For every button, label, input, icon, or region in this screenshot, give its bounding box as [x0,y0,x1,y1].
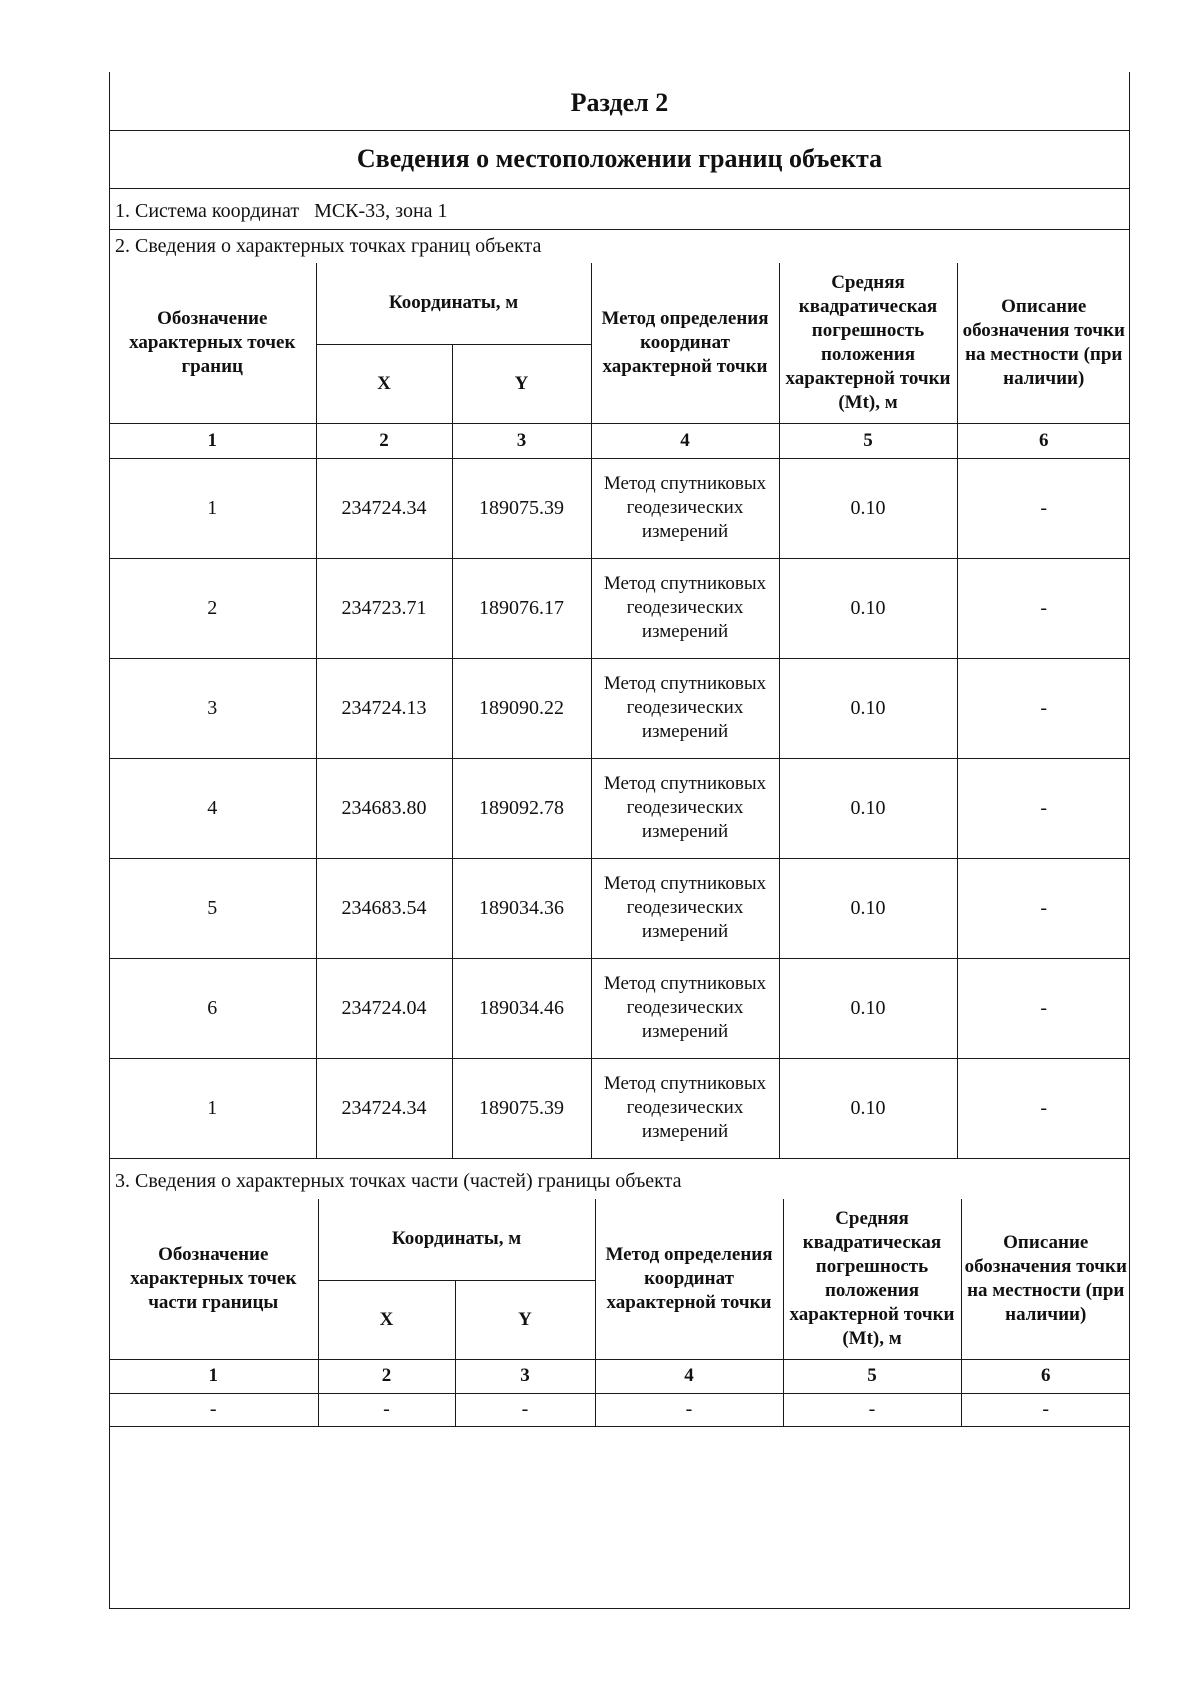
cell-description: - [957,1058,1130,1158]
cell-method: Метод спутниковых геодезических измерений [591,858,779,958]
col-header-description: Описание обозначения точки на местности (при наличии) [957,263,1130,423]
cell-y: - [455,1393,595,1426]
empty-area [109,1419,1130,1609]
cell-point: 6 [109,958,316,1058]
table-row [109,658,1130,758]
col-number: 6 [957,423,1130,458]
cell-mt: 0.10 [779,958,957,1058]
col-number: 2 [316,423,452,458]
cell-point: 5 [109,858,316,958]
cell-point: 1 [109,458,316,558]
col-header-x: X [318,1280,455,1359]
cell-description: - [961,1393,1130,1426]
col-header-y: Y [452,344,591,423]
col-header-designation: Обозначение характерных точек части границы [109,1199,318,1359]
col-header-error: Средняя квадратическая погрешность положения характерной точки (Mt), м [779,263,957,423]
parts-section-title: 3. Сведения о характерных точках части (частей) границы объекта [115,1170,682,1192]
divider [109,188,1130,189]
cell-description: - [957,758,1130,858]
page-heading: Сведения о местоположении границ объекта [356,144,883,173]
parts-table [109,1199,1130,1427]
cell-method: Метод спутниковых геодезических измерений [591,1058,779,1158]
divider [109,229,1130,230]
cell-x: 234724.13 [316,658,452,758]
bottom-border [109,1608,1130,1609]
cell-y: 189092.78 [452,758,591,858]
cell-mt: 0.10 [779,1058,957,1158]
cell-mt: 0.10 [779,858,957,958]
cell-description: - [957,858,1130,958]
cell-y: 189075.39 [452,1058,591,1158]
col-header-x: X [316,344,452,423]
col-number: 6 [961,1359,1130,1393]
col-header-method: Метод определения координат характерной точки [591,263,779,423]
col-header-error: Средняя квадратическая погрешность положения характерной точки (Mt), м [783,1199,961,1359]
cell-point: 1 [109,1058,316,1158]
cell-description: - [957,458,1130,558]
col-number: 2 [318,1359,455,1393]
cell-point: 4 [109,758,316,858]
cell-x: 234724.34 [316,1058,452,1158]
coord-system-label: 1. Система координат [115,200,300,222]
cell-mt: 0.10 [779,758,957,858]
cell-mt: - [783,1393,961,1426]
col-header-method: Метод определения координат характерной точки [595,1199,783,1359]
coord-system-value: МСК-33, зона 1 [314,200,448,222]
cell-y: 189034.46 [452,958,591,1058]
col-number: 5 [779,423,957,458]
cell-y: 189076.17 [452,558,591,658]
cell-description: - [957,558,1130,658]
cell-description: - [957,658,1130,758]
table-row [109,458,1130,558]
points-table [109,263,1130,1159]
section-title: Раздел 2 [570,88,669,117]
cell-point: 3 [109,658,316,758]
col-header-description: Описание обозначения точки на местности (при наличии) [961,1199,1130,1359]
col-header-designation: Обозначение характерных точек границ [109,263,316,423]
cell-method: Метод спутниковых геодезических измерений [591,658,779,758]
cell-x: 234683.54 [316,858,452,958]
table-row [109,558,1130,658]
cell-y: 189034.36 [452,858,591,958]
col-number: 3 [452,423,591,458]
table-row [109,1058,1130,1158]
cell-point: - [109,1393,318,1426]
col-number: 3 [455,1359,595,1393]
cell-method: - [595,1393,783,1426]
col-number: 4 [595,1359,783,1393]
cell-method: Метод спутниковых геодезических измерений [591,958,779,1058]
cell-x: - [318,1393,455,1426]
cell-x: 234724.04 [316,958,452,1058]
table-row [109,758,1130,858]
cell-x: 234723.71 [316,558,452,658]
col-number: 1 [109,423,316,458]
cell-method: Метод спутниковых геодезических измерений [591,558,779,658]
table-row [109,858,1130,958]
col-header-y: Y [455,1280,595,1359]
col-header-coordinates: Координаты, м [316,263,591,344]
cell-method: Метод спутниковых геодезических измерений [591,458,779,558]
cell-y: 189090.22 [452,658,591,758]
table-row [109,958,1130,1058]
cell-mt: 0.10 [779,658,957,758]
cell-mt: 0.10 [779,558,957,658]
divider [109,130,1130,131]
col-number: 5 [783,1359,961,1393]
col-header-coordinates: Координаты, м [318,1199,595,1280]
cell-mt: 0.10 [779,458,957,558]
cell-x: 234724.34 [316,458,452,558]
cell-x: 234683.80 [316,758,452,858]
cell-method: Метод спутниковых геодезических измерений [591,758,779,858]
points-section-title: 2. Сведения о характерных точках границ объекта [115,235,542,257]
col-number: 4 [591,423,779,458]
cell-description: - [957,958,1130,1058]
col-number: 1 [109,1359,318,1393]
coord-system-line [115,200,448,223]
cell-y: 189075.39 [452,458,591,558]
document-page [109,72,1130,1612]
cell-point: 2 [109,558,316,658]
